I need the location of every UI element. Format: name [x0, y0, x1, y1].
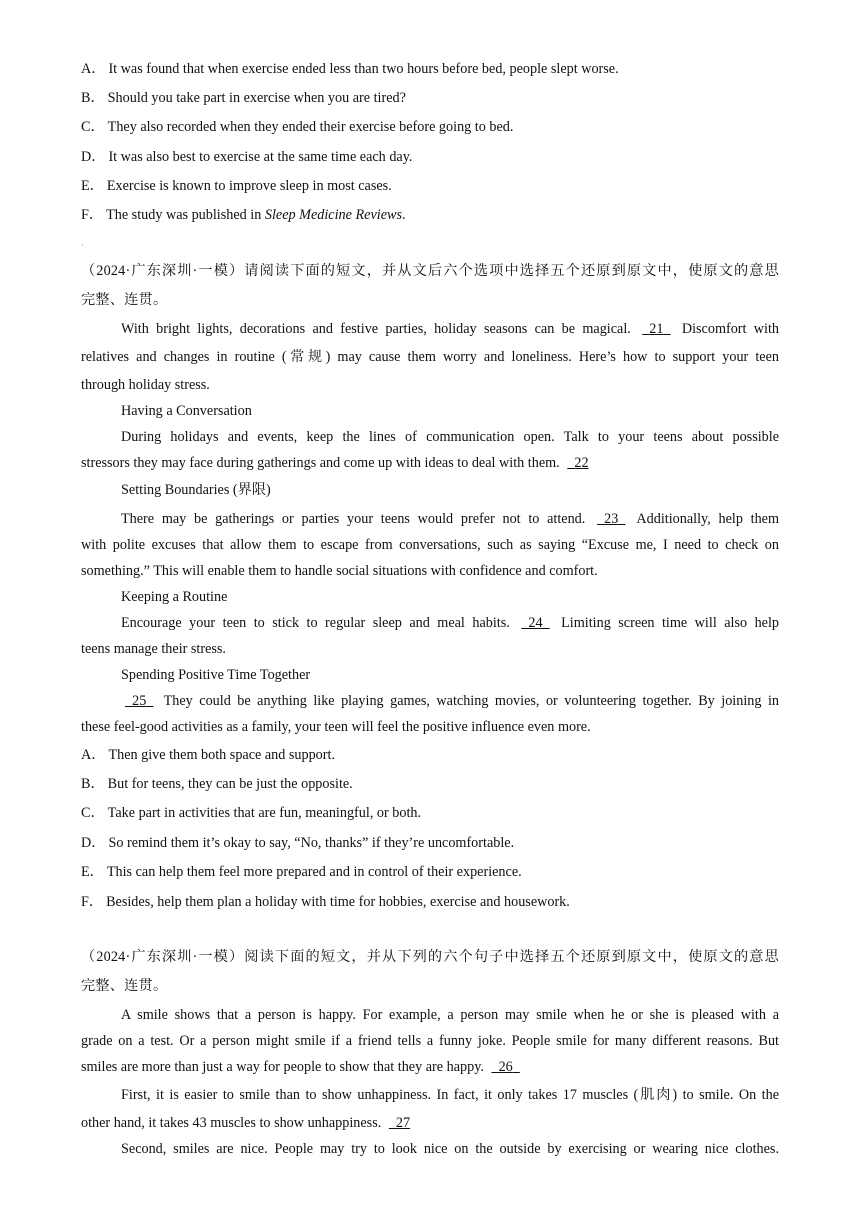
s2-paragraph1-line3: through holiday stress. [81, 377, 210, 393]
s2-option-f: F． Besides, help them plan a holiday with time for hobbies, exercise and housework. [81, 894, 570, 910]
option-c-1: C． They also recorded when they ended their exercise before going to bed. [81, 119, 514, 135]
s2-paragraph4-line2: teens manage their stress. [81, 641, 226, 657]
s3-paragraph1-line3: smiles are more than just a way for people to show that they are happy. 26 [81, 1058, 524, 1076]
s2-option-a: A． Then give them both space and support. [81, 747, 335, 763]
s3-paragraph2-line1: First, it is easier to smile than to show unhappiness. In fact, it only takes 17 muscles (肌肉) to smile. On the [121, 1087, 779, 1103]
s2-paragraph5-line1: 25 They could be anything like playing games, watching movies, or volunteering together. By joining in [121, 692, 779, 710]
s3-paragraph1-line2: grade on a test. Or a person might smile if a friend tells a funny joke. People smile for many different reasons. But [81, 1033, 779, 1049]
blank-24[interactable]: 24 [528, 615, 543, 631]
s2-option-d: D． So remind them it’s okay to say, “No, thanks” if they’re uncomfortable. [81, 835, 515, 851]
s2-heading-boundaries: Setting Boundaries (界限) [121, 482, 271, 498]
option-e-1: E． Exercise is known to improve sleep in most cases. [81, 178, 392, 194]
option-d-1: D． It was also best to exercise at the same time each day. [81, 149, 413, 165]
blank-21[interactable]: 21 [649, 321, 664, 337]
section3-instruction: （2024·广东深圳·一模）阅读下面的短文，并从下列的六个句子中选择五个还原到原文中，使原文的意思 [81, 949, 779, 965]
s2-paragraph1-line1: With bright lights, decorations and festive parties, holiday seasons can be magical. 21 Discomfort with [121, 321, 780, 337]
s2-option-c: C． Take part in activities that are fun, meaningful, or both. [81, 805, 422, 821]
s2-paragraph4-line1: Encourage your teen to stick to regular sleep and meal habits. 24 Limiting screen time will also help [121, 615, 779, 631]
s2-option-b: B． But for teens, they can be just the opposite. [81, 776, 353, 792]
s2-heading-routine: Keeping a Routine [121, 589, 228, 605]
blank-26[interactable]: 26 [498, 1059, 513, 1075]
section2-instruction-cont: 完整、连贯。 [81, 292, 168, 308]
separator-dot: · [81, 241, 84, 250]
blank-23[interactable]: 23 [604, 511, 619, 527]
s2-paragraph2-line2: stressors they may face during gatherings and come up with ideas to deal with them. 22 [81, 454, 593, 472]
s2-paragraph3-line1: There may be gatherings or parties your teens would prefer not to attend. 23 Additionally, help them [121, 511, 780, 527]
s3-paragraph2-line2: other hand, it takes 43 muscles to show unhappiness. 27 [81, 1114, 414, 1132]
section2-instruction: （2024·广东深圳·一模）请阅读下面的短文，并从文后六个选项中选择五个还原到原文中，使原文的意思 [81, 263, 779, 279]
s2-paragraph2-line1: During holidays and events, keep the lines of communication open. Talk to your teens about possible [121, 429, 779, 445]
section3-instruction-cont: 完整、连贯。 [81, 978, 168, 994]
s2-heading-conversation: Having a Conversation [121, 403, 252, 419]
s2-paragraph3-line2: with polite excuses that allow them to escape from conversations, such as saying “Excuse me, I need to check on [81, 537, 779, 553]
s2-paragraph1-line2: relatives and changes in routine (常规) may cause them worry and loneliness. Here’s how to support your teen [81, 349, 779, 365]
option-b-1: B． Should you take part in exercise when you are tired? [81, 90, 406, 106]
s2-heading-positive-time: Spending Positive Time Together [121, 667, 311, 683]
blank-25[interactable]: 25 [132, 693, 147, 709]
option-a-1: A． It was found that when exercise ended less than two hours before bed, people slept worse. [81, 61, 619, 77]
s2-paragraph5-line2: these feel-good activities as a family, your teen will feel the positive influence even more. [81, 719, 591, 735]
option-f-1: F． The study was published in Sleep Medicine Reviews. [81, 207, 406, 223]
s3-paragraph3-line1: Second, smiles are nice. People may try to look nice on the outside by exercising or wearing nice clothes. [121, 1141, 779, 1157]
s2-paragraph3-line3: something.” This will enable them to handle social situations with confidence and comfort. [81, 563, 598, 579]
s3-paragraph1-line1: A smile shows that a person is happy. For example, a person may smile when he or she is pleased with a [121, 1007, 779, 1023]
blank-22[interactable]: 22 [574, 455, 589, 471]
s2-option-e: E． This can help them feel more prepared and in control of their experience. [81, 864, 522, 880]
blank-27[interactable]: 27 [395, 1115, 411, 1131]
